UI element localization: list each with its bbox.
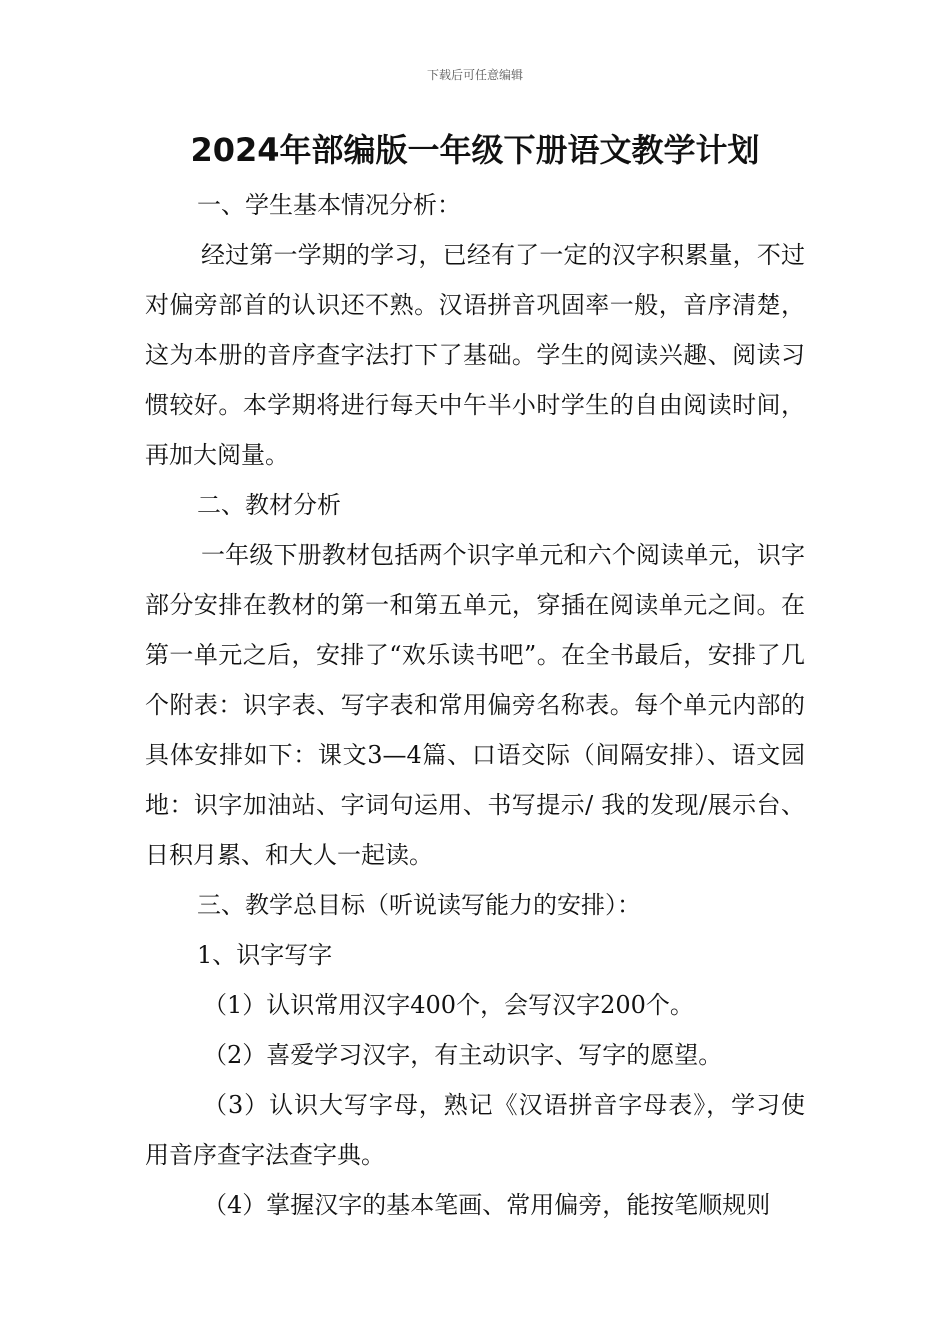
paragraph-textbook-analysis: 一年级下册教材包括两个识字单元和六个阅读单元，识字部分安排在教材的第一和第五单元，穿插在阅读单元之间。在第一单元之后，安排了“欢乐读书吧”。在全书最后，安排了几个附表：识字表、写字表和常用偏旁名称表。每个单元内部的具体安排如下：课文3—4篇、口语交际（间隔安排）、语文园地：识字加油站、字词句运用、书写提示/ 我的发现/展示台、日积月累、和大人一起读。 [145, 541, 805, 869]
goal-item-1: （1）认识常用汉字400个，会写汉字200个。 [203, 991, 694, 1019]
goal-item-3: （3）认识大写字母，熟记《汉语拼音字母表》，学习使用音序查字法查字典。 [145, 1091, 805, 1169]
document-title: 2024年部编版一年级下册语文教学计划 [190, 131, 760, 169]
paragraph-student-analysis: 经过第一学期的学习，已经有了一定的汉字积累量，不过对偏旁部首的认识还不熟。汉语拼音巩固率一般，音序清楚，这为本册的音序查字法打下了基础。学生的阅读兴趣、阅读习惯较好。本学期将进行每天中午半小时学生的自由阅读时间，再加大阅量。 [145, 241, 805, 469]
section-heading-teaching-goals: 三、教学总目标（听说读写能力的安排）： [197, 891, 641, 919]
page-header-note: 下载后可任意编辑 [426, 68, 523, 82]
subheading-literacy-writing: 1、识字写字 [197, 941, 333, 969]
goal-item-2: （2）喜爱学习汉字，有主动识字、写字的愿望。 [203, 1041, 723, 1069]
section-heading-student-analysis: 一、学生基本情况分析： [197, 191, 461, 219]
goal-item-4: （4）掌握汉字的基本笔画、常用偏旁，能按笔顺规则 [203, 1191, 771, 1219]
document-body [145, 180, 805, 1230]
section-heading-textbook-analysis: 二、教材分析 [197, 491, 341, 519]
